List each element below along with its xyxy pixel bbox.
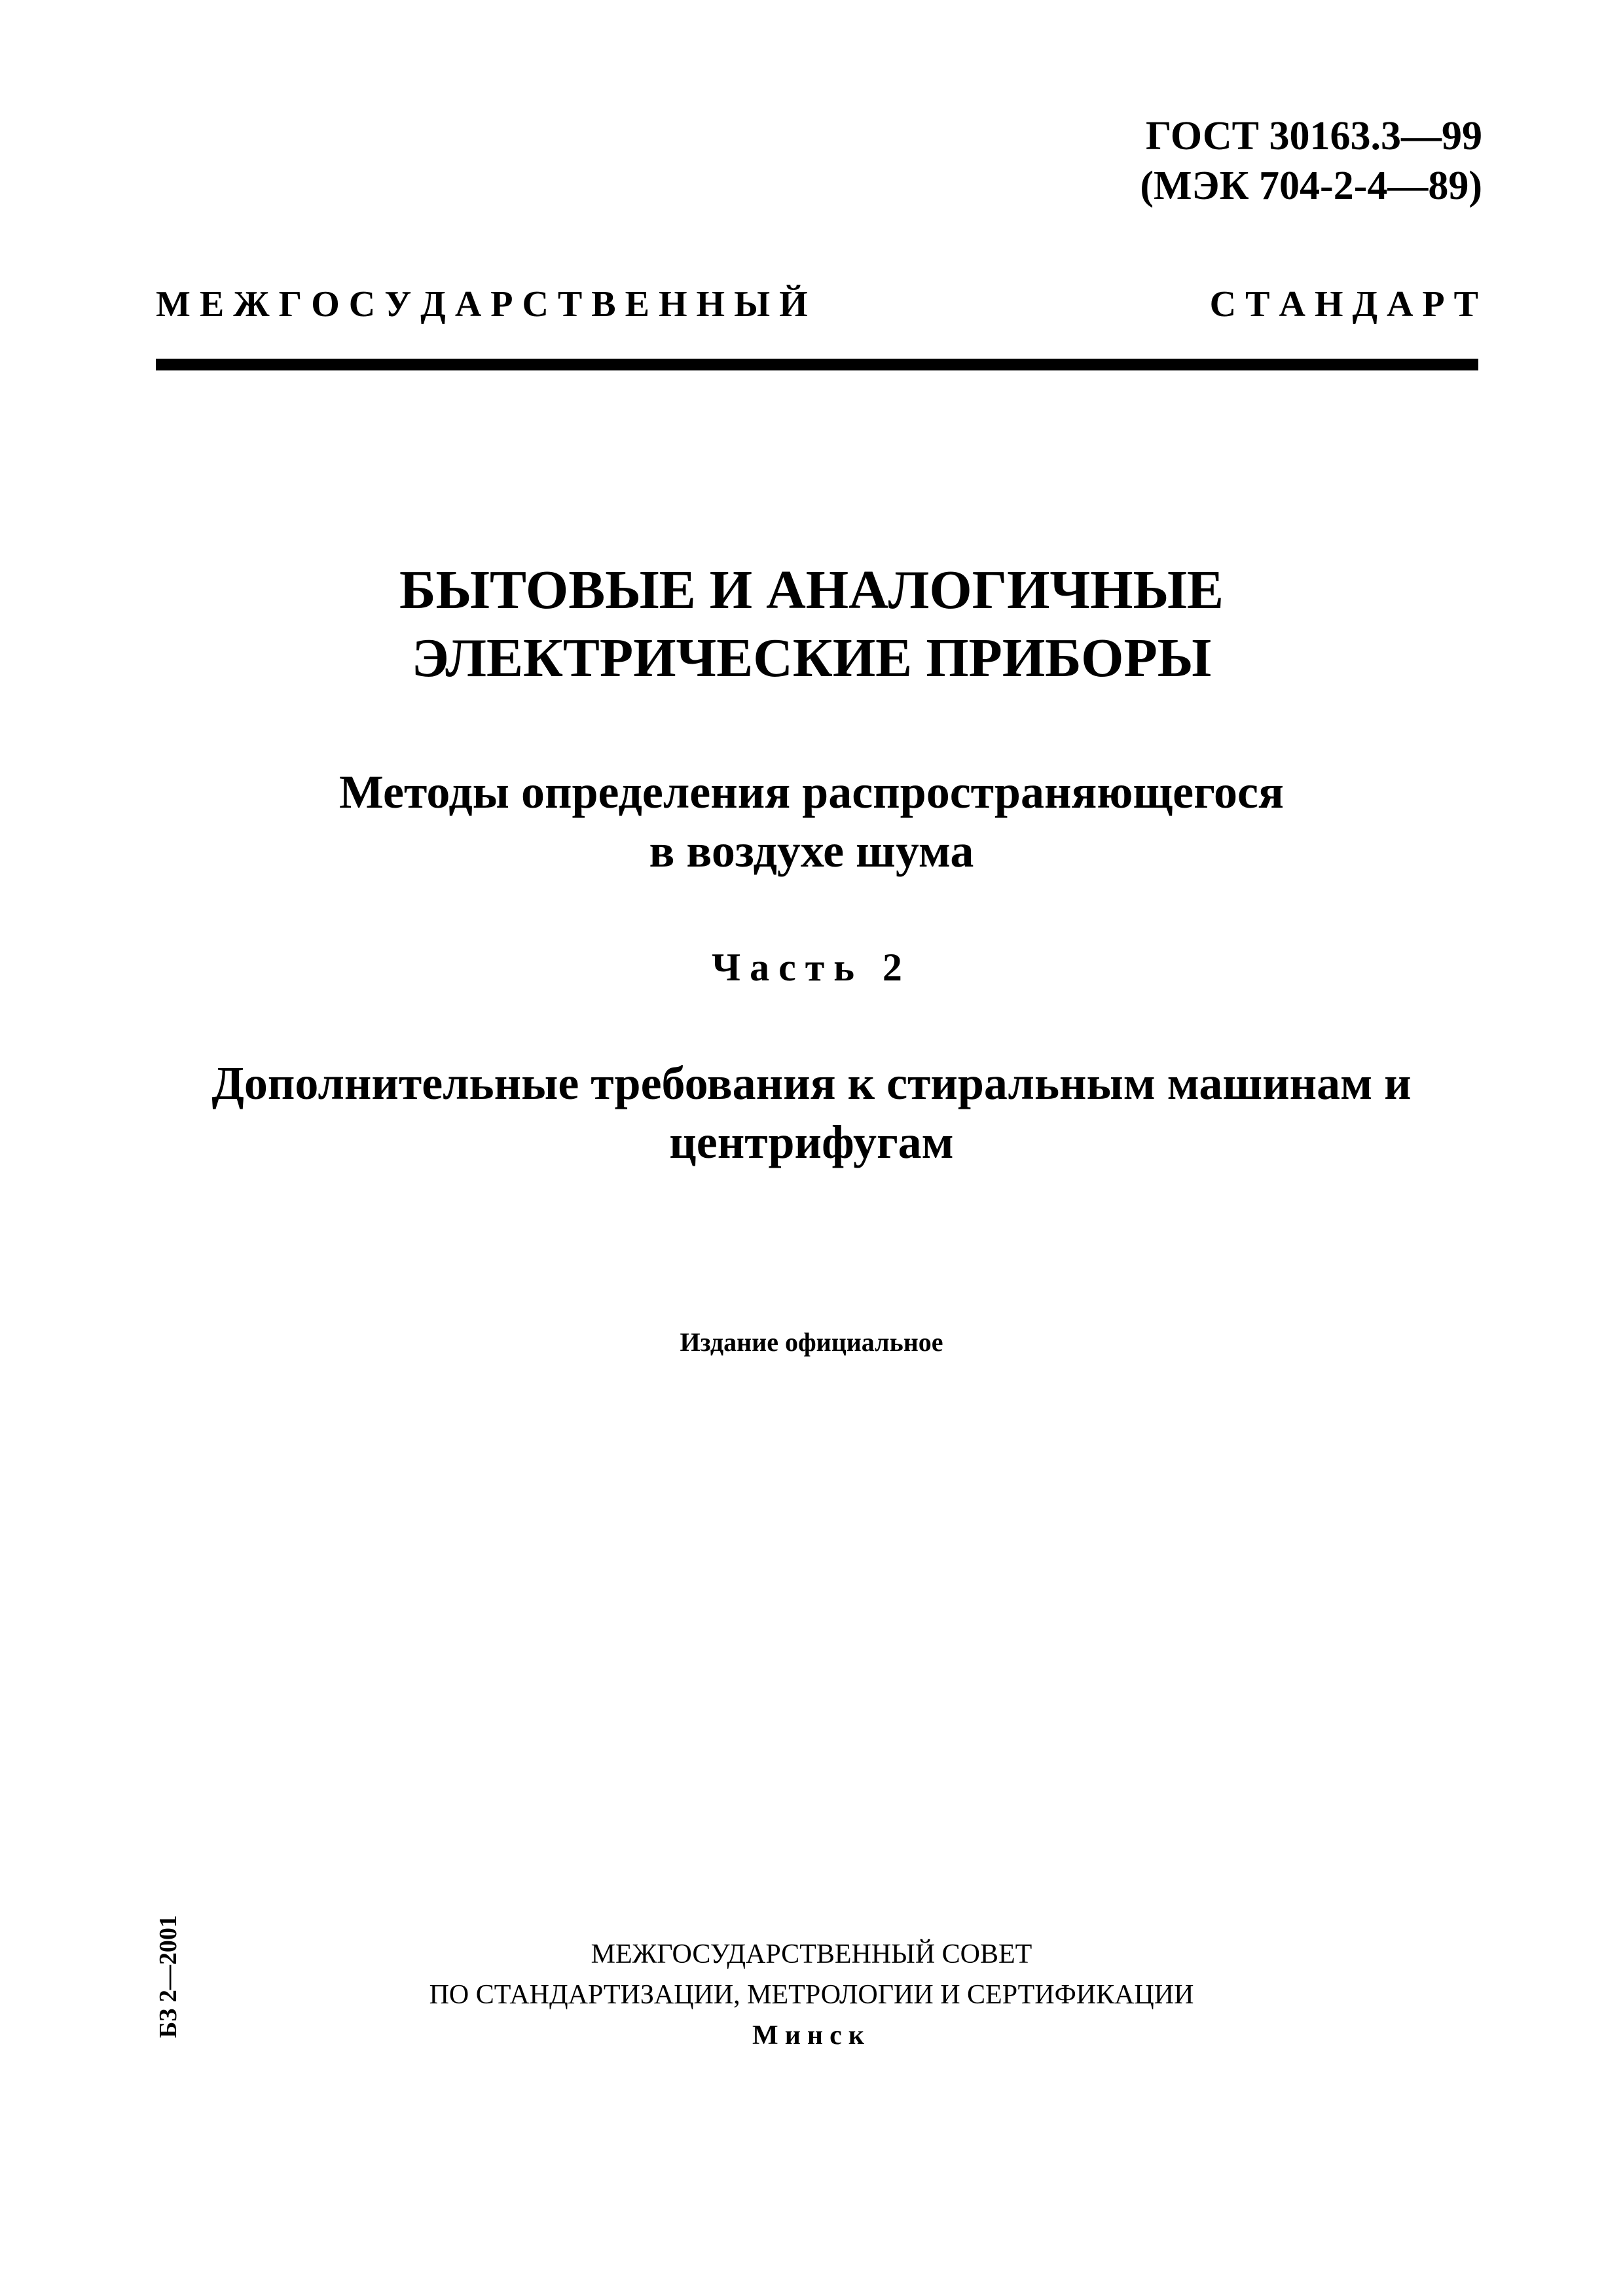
title-line-2: ЭЛЕКТРИЧЕСКИЕ ПРИБОРЫ <box>411 628 1212 689</box>
interstate-standard-banner <box>156 281 1478 327</box>
banner-rule <box>156 359 1478 370</box>
publisher-line-1: МЕЖГОСУДАРСТВЕННЫЙ СОВЕТ <box>591 1939 1032 1969</box>
part-title-line-2: центрифугам <box>669 1116 954 1168</box>
document-subtitle <box>0 762 1623 880</box>
publisher-city: Минск <box>752 2020 871 2051</box>
subtitle-line-1: Методы определения распространяющегося <box>339 766 1284 818</box>
subtitle-line-2: в воздухе шума <box>649 825 974 877</box>
publisher-line-2: ПО СТАНДАРТИЗАЦИИ, МЕТРОЛОГИИ И СЕРТИФИКАЦИИ <box>429 1980 1194 2010</box>
standard-designation <box>1140 111 1482 211</box>
part-label: Часть 2 <box>712 946 911 989</box>
banner-word-standard: С Т А Н Д А Р Т <box>1209 284 1478 325</box>
publisher-block <box>0 1934 1623 2056</box>
title-line-1: БЫТОВЫЕ И АНАЛОГИЧНЫЕ <box>399 560 1224 620</box>
part-title <box>0 1054 1623 1172</box>
part-title-line-1: Дополнительные требования к стиральным машинам и <box>211 1057 1412 1109</box>
banner-word-interstate: М Е Ж Г О С У Д А Р С Т В Е Н Н Ы Й <box>156 284 808 325</box>
iec-code: (МЭК 704-2-4—89) <box>1140 164 1482 208</box>
official-edition-note: Издание официальное <box>680 1327 943 1357</box>
side-code-text: БЗ 2—2001 <box>155 1915 182 2038</box>
gost-code: ГОСТ 30163.3—99 <box>1145 114 1482 158</box>
document-title <box>0 556 1623 692</box>
